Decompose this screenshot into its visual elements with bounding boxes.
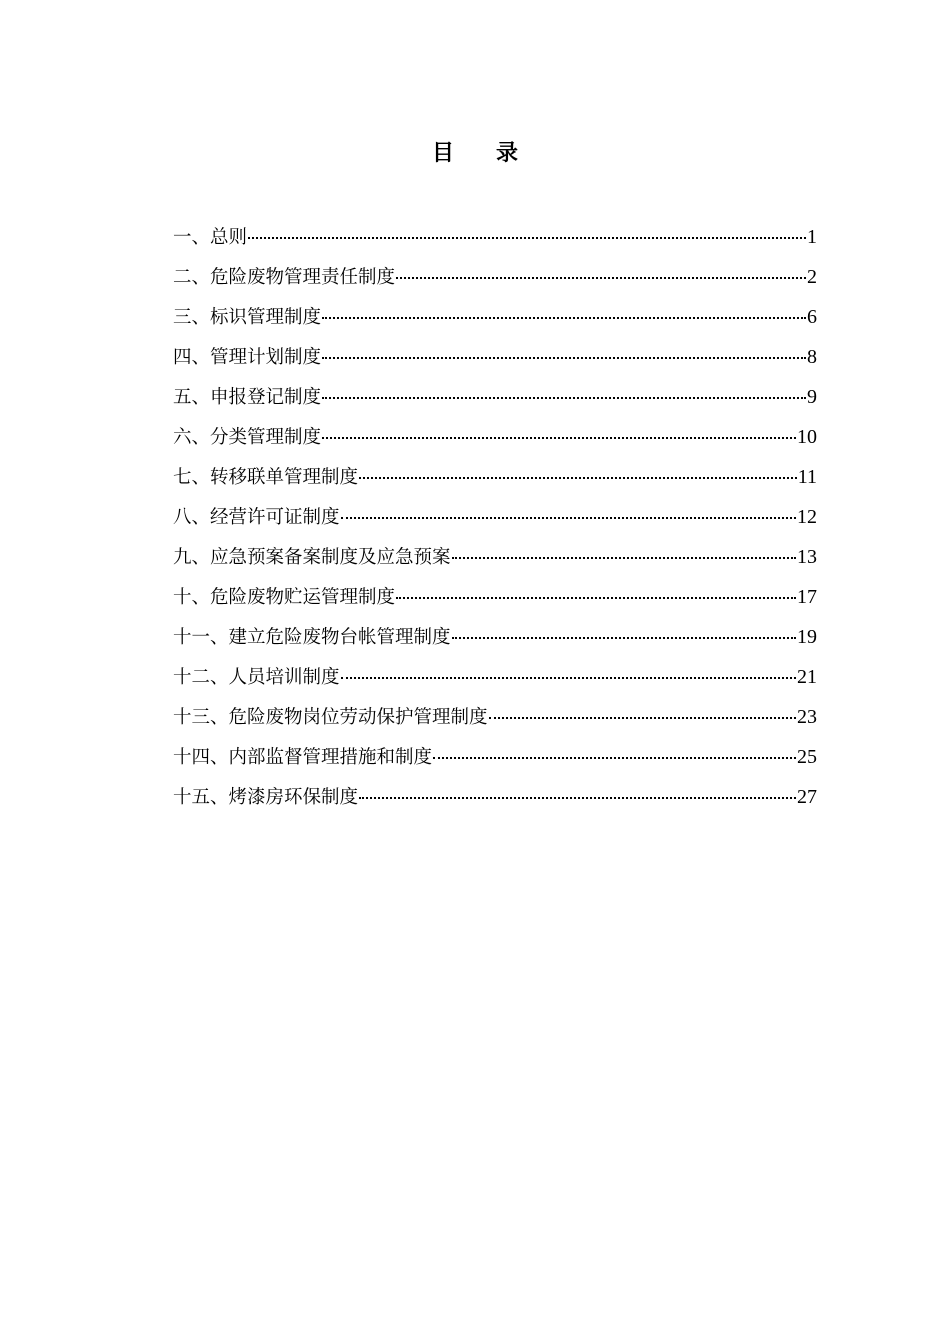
toc-entry-page: 17 <box>797 586 817 608</box>
toc-dot-leader <box>322 397 806 399</box>
toc-entry[interactable] <box>173 700 817 740</box>
toc-entry-page: 6 <box>807 306 817 328</box>
toc-entry-label: 三、标识管理制度 <box>173 307 322 328</box>
toc-entry-page: 21 <box>797 666 817 688</box>
toc-dot-leader <box>452 557 796 559</box>
toc-dot-leader <box>396 277 806 279</box>
toc-entry[interactable] <box>173 500 817 540</box>
toc-title <box>0 136 950 167</box>
toc-entry[interactable] <box>173 740 817 780</box>
toc-entry-page: 11 <box>797 466 817 488</box>
toc-entry-label: 八、经营许可证制度 <box>173 507 340 528</box>
toc-dot-leader <box>489 717 796 719</box>
toc-entry[interactable] <box>173 620 817 660</box>
toc-dot-leader <box>322 317 806 319</box>
toc-entry-page: 25 <box>797 746 817 768</box>
toc-entry-page: 27 <box>797 786 817 808</box>
toc-entry-label: 十四、内部监督管理措施和制度 <box>173 747 433 768</box>
toc-entry-page: 19 <box>797 626 817 648</box>
toc-entry-label: 十三、危险废物岗位劳动保护管理制度 <box>173 707 488 728</box>
toc-dot-leader <box>396 597 796 599</box>
toc-entry[interactable] <box>173 780 817 820</box>
toc-dot-leader <box>359 797 796 799</box>
toc-entry-page: 13 <box>797 546 817 568</box>
toc-entry-label: 九、应急预案备案制度及应急预案 <box>173 547 451 568</box>
toc-entry[interactable] <box>173 260 817 300</box>
toc-entry[interactable] <box>173 300 817 340</box>
toc-entry-page: 2 <box>807 266 817 288</box>
toc-dot-leader <box>341 517 796 519</box>
toc-entry[interactable] <box>173 460 817 500</box>
toc-entry-label: 十五、烤漆房环保制度 <box>173 787 359 808</box>
toc-entry-page: 12 <box>797 506 817 528</box>
toc-entry-label: 一、总则 <box>173 227 248 248</box>
toc-entry-page: 9 <box>807 386 817 408</box>
toc-title-char-2: 录 <box>496 140 519 166</box>
toc-entry[interactable] <box>173 660 817 700</box>
toc-dot-leader <box>248 237 806 239</box>
toc-dot-leader <box>322 357 806 359</box>
toc-dot-leader <box>341 677 796 679</box>
toc-entry-page: 8 <box>807 346 817 368</box>
toc-dot-leader <box>359 477 797 479</box>
toc-entry[interactable] <box>173 220 817 260</box>
toc-entry-page: 23 <box>797 706 817 728</box>
toc-entry[interactable] <box>173 540 817 580</box>
toc-entry-page: 10 <box>797 426 817 448</box>
toc-entry[interactable] <box>173 580 817 620</box>
toc-dot-leader <box>322 437 796 439</box>
toc-entry-page: 1 <box>807 226 817 248</box>
toc-entry-label: 六、分类管理制度 <box>173 427 322 448</box>
toc-list <box>173 220 817 820</box>
toc-entry[interactable] <box>173 420 817 460</box>
toc-entry-label: 五、申报登记制度 <box>173 387 322 408</box>
toc-dot-leader <box>452 637 796 639</box>
toc-entry-label: 二、危险废物管理责任制度 <box>173 267 396 288</box>
toc-entry-label: 七、转移联单管理制度 <box>173 467 359 488</box>
toc-entry-label: 十一、建立危险废物台帐管理制度 <box>173 627 451 648</box>
toc-entry-label: 十、危险废物贮运管理制度 <box>173 587 396 608</box>
toc-title-char-1: 目 <box>431 140 454 166</box>
toc-entry-label: 四、管理计划制度 <box>173 347 322 368</box>
toc-entry-label: 十二、人员培训制度 <box>173 667 340 688</box>
toc-entry[interactable] <box>173 380 817 420</box>
toc-dot-leader <box>433 757 796 759</box>
toc-entry[interactable] <box>173 340 817 380</box>
